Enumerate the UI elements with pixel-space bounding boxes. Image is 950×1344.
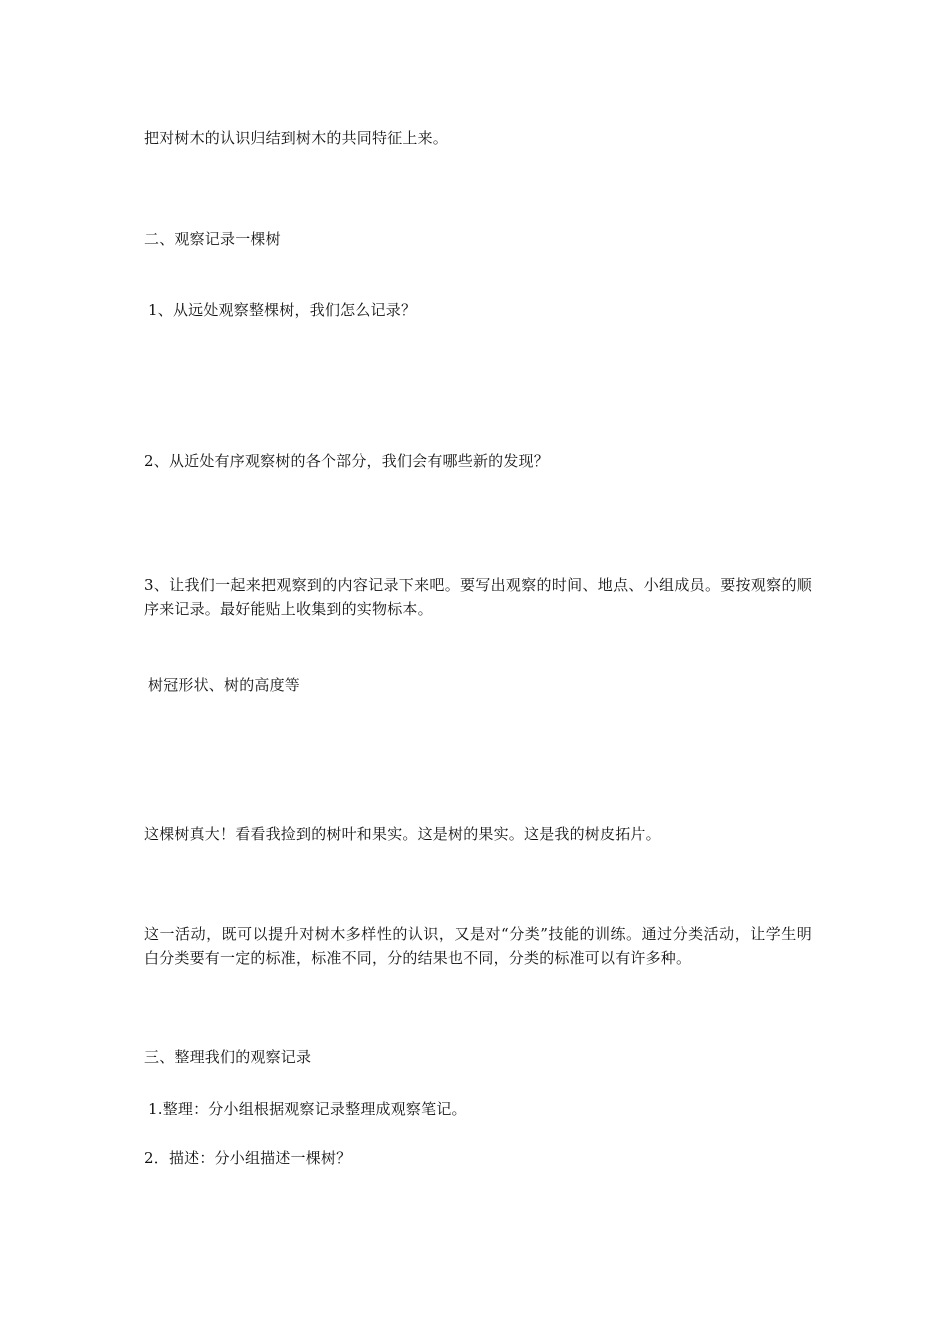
step-1: 1.整理：分小组根据观察记录整理成观察笔记。 — [148, 1100, 467, 1118]
paragraph-tree: 这棵树真大！看看我捡到的树叶和果实。这是树的果实。这是我的树皮拓片。 — [144, 825, 661, 843]
question-2: 2、从近处有序观察树的各个部分，我们会有哪些新的发现？ — [144, 452, 549, 470]
question-1: 1、从远处观察整棵树，我们怎么记录？ — [148, 301, 417, 319]
note-tree-shape: 树冠形状、树的高度等 — [148, 676, 301, 694]
step-2: 2．描述：分小组描述一棵树？ — [144, 1149, 352, 1167]
section-heading-3: 三、整理我们的观察记录 — [144, 1048, 312, 1066]
paragraph-summary: 把对树木的认识归结到树木的共同特征上来。 — [144, 129, 449, 147]
paragraph-activity: 这一活动，既可以提升对树木多样性的认识，又是对“分类”技能的训练。通过分类活动，让学生明白分类要有一定的标准，标准不同，分的结果也不同，分类的标准可以有许多种。 — [144, 925, 812, 967]
question-3: 3、让我们一起来把观察到的内容记录下来吧。要写出观察的时间、地点、小组成员。要按观察的顺序来记录。最好能贴上收集到的实物标本。 — [144, 576, 812, 618]
section-heading-2: 二、观察记录一棵树 — [144, 230, 281, 248]
